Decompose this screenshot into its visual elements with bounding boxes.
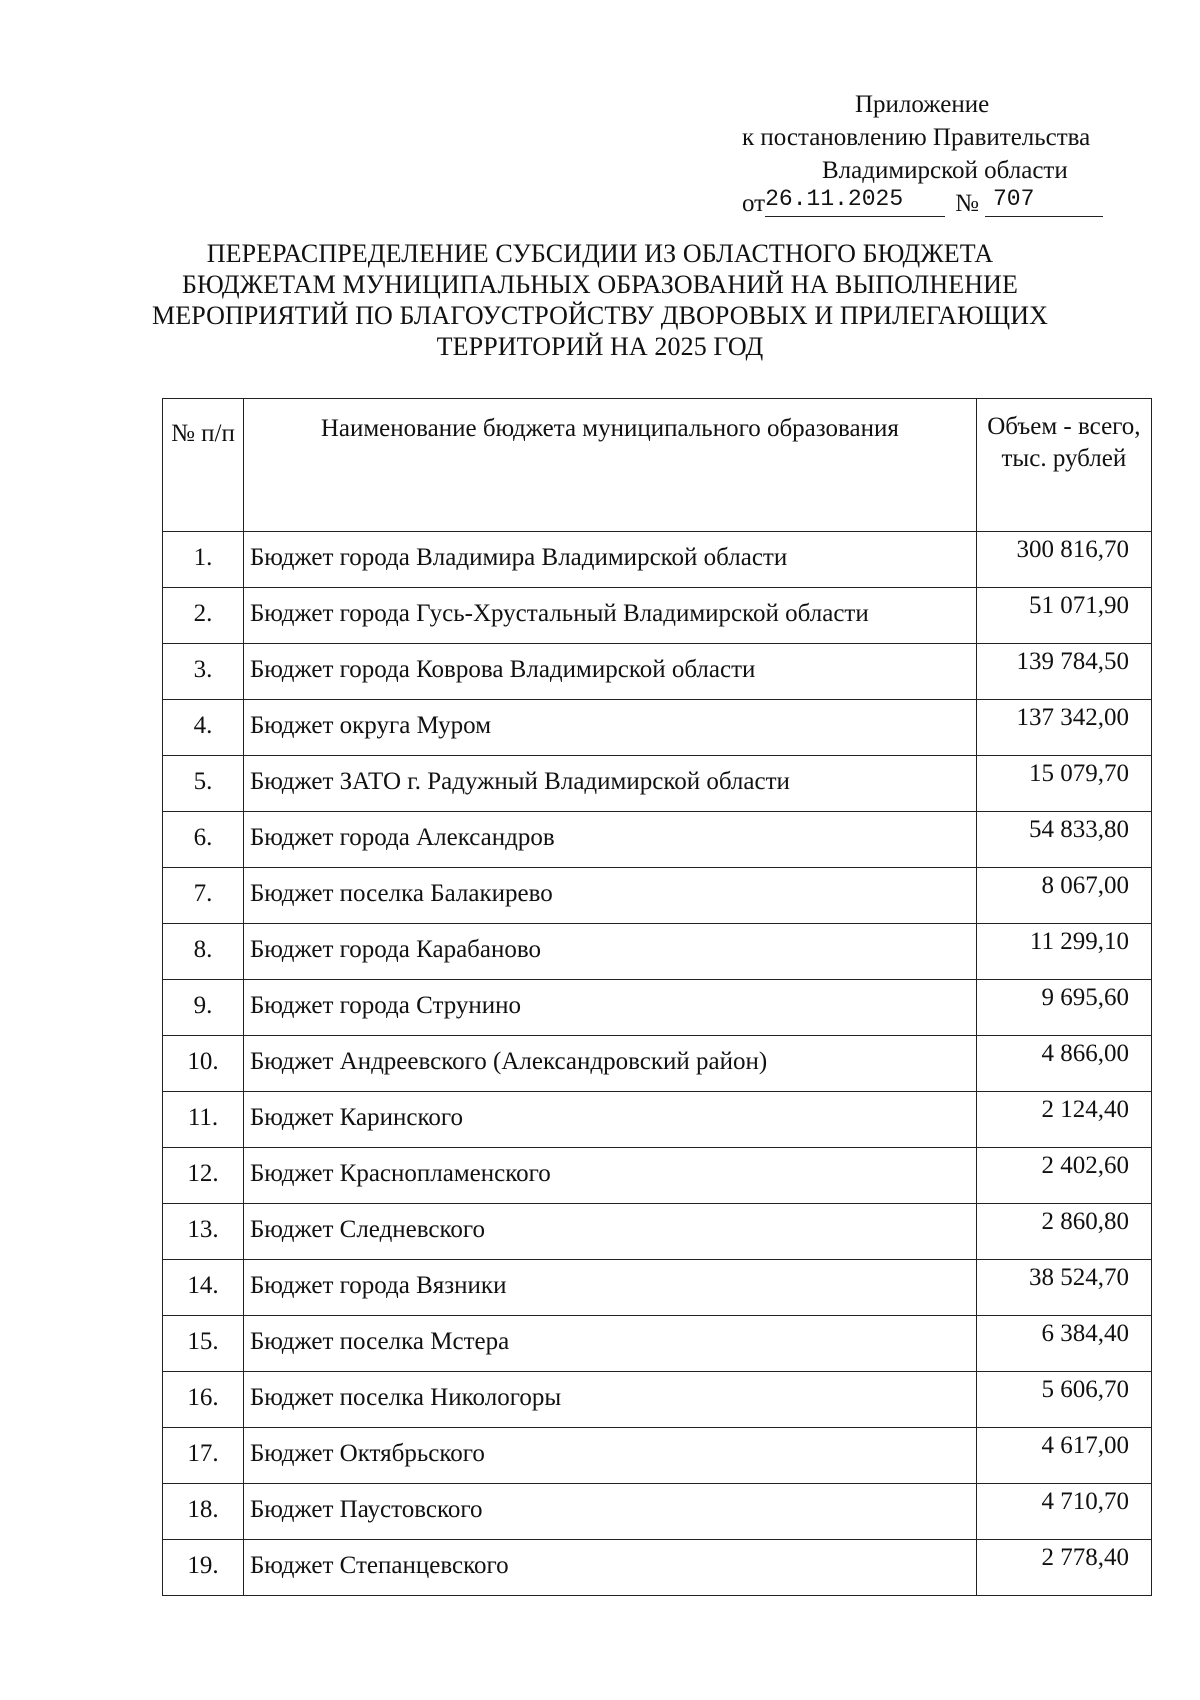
row-number: 2. — [163, 588, 244, 644]
volume-value: 2 402,60 — [976, 1148, 1151, 1204]
date-number-line — [730, 187, 1130, 223]
table-row — [163, 1428, 1152, 1484]
volume-value: 6 384,40 — [976, 1316, 1151, 1372]
budget-name: Бюджет города Струнино — [243, 980, 976, 1036]
volume-value: 38 524,70 — [976, 1260, 1151, 1316]
volume-value: 2 860,80 — [976, 1204, 1151, 1260]
budget-name: Бюджет Андреевского (Александровский район) — [243, 1036, 976, 1092]
budget-name: Бюджет Следневского — [243, 1204, 976, 1260]
volume-value: 4 617,00 — [976, 1428, 1151, 1484]
row-number: 1. — [163, 532, 244, 588]
number-sign: № — [955, 190, 979, 217]
volume-value: 11 299,10 — [976, 924, 1151, 980]
table-row — [163, 1540, 1152, 1596]
volume-value: 300 816,70 — [976, 532, 1151, 588]
volume-value: 4 710,70 — [976, 1484, 1151, 1540]
table-row — [163, 868, 1152, 924]
table-row — [163, 1260, 1152, 1316]
subsidy-table — [162, 398, 1152, 1596]
budget-name: Бюджет поселка Балакирево — [243, 868, 976, 924]
volume-value: 8 067,00 — [976, 868, 1151, 924]
appendix-label: Приложение — [855, 91, 990, 118]
row-number: 8. — [163, 924, 244, 980]
budget-name: Бюджет города Александров — [243, 812, 976, 868]
resolution-reference: к постановлению Правительства — [742, 124, 1091, 151]
budget-name: Бюджет поселка Никологоры — [243, 1372, 976, 1428]
row-number: 5. — [163, 756, 244, 812]
volume-value: 139 784,50 — [976, 644, 1151, 700]
table-row — [163, 756, 1152, 812]
row-number: 11. — [163, 1092, 244, 1148]
budget-name: Бюджет Краснопламенского — [243, 1148, 976, 1204]
budget-name: Бюджет города Карабаново — [243, 924, 976, 980]
row-number: 7. — [163, 868, 244, 924]
budget-name: Бюджет Каринского — [243, 1092, 976, 1148]
table-header-row — [163, 399, 1152, 532]
column-header-name: Наименование бюджета муниципального образования — [243, 399, 976, 532]
table-row — [163, 1372, 1152, 1428]
budget-name: Бюджет города Владимира Владимирской области — [243, 532, 976, 588]
column-header-number: № п/п — [163, 399, 244, 532]
document-title: ПЕРЕРАСПРЕДЕЛЕНИЕ СУБСИДИИ ИЗ ОБЛАСТНОГО БЮДЖЕТА БЮДЖЕТАМ МУНИЦИПАЛЬНЫХ ОБРАЗОВАНИЙ НА ВЫПОЛНЕНИЕ МЕРОПРИЯТИЙ ПО БЛАГОУСТРОЙСТВУ ДВОРОВЫХ И ПРИЛЕГАЮЩИХ ТЕРРИТОРИЙ НА 2025 ГОД — [152, 239, 1048, 361]
table-body — [163, 532, 1152, 1596]
row-number: 6. — [163, 812, 244, 868]
resolution-number: 707 — [985, 183, 1103, 217]
table-row — [163, 980, 1152, 1036]
volume-value: 4 866,00 — [976, 1036, 1151, 1092]
budget-name: Бюджет округа Муром — [243, 700, 976, 756]
volume-value: 51 071,90 — [976, 588, 1151, 644]
from-label: от — [742, 190, 766, 217]
budget-name: Бюджет ЗАТО г. Радужный Владимирской области — [243, 756, 976, 812]
row-number: 3. — [163, 644, 244, 700]
budget-name: Бюджет города Коврова Владимирской области — [243, 644, 976, 700]
volume-value: 5 606,70 — [976, 1372, 1151, 1428]
budget-name: Бюджет Паустовского — [243, 1484, 976, 1540]
budget-name: Бюджет поселка Мстера — [243, 1316, 976, 1372]
table-row — [163, 700, 1152, 756]
row-number: 9. — [163, 980, 244, 1036]
budget-name: Бюджет Степанцевского — [243, 1540, 976, 1596]
column-header-volume: Объем - всего, тыс. рублей — [976, 399, 1151, 532]
row-number: 10. — [163, 1036, 244, 1092]
row-number: 13. — [163, 1204, 244, 1260]
volume-value: 54 833,80 — [976, 812, 1151, 868]
table-row — [163, 812, 1152, 868]
volume-value: 9 695,60 — [976, 980, 1151, 1036]
row-number: 15. — [163, 1316, 244, 1372]
table-row — [163, 588, 1152, 644]
row-number: 4. — [163, 700, 244, 756]
table-row — [163, 1036, 1152, 1092]
budget-name: Бюджет города Гусь-Хрустальный Владимирской области — [243, 588, 976, 644]
region-name: Владимирской области — [822, 157, 1068, 184]
budget-name: Бюджет Октябрьского — [243, 1428, 976, 1484]
volume-value: 15 079,70 — [976, 756, 1151, 812]
table-row — [163, 532, 1152, 588]
row-number: 16. — [163, 1372, 244, 1428]
row-number: 17. — [163, 1428, 244, 1484]
row-number: 19. — [163, 1540, 244, 1596]
table-row — [163, 1204, 1152, 1260]
resolution-date: 26.11.2025 — [765, 183, 945, 217]
volume-value: 137 342,00 — [976, 700, 1151, 756]
budget-name: Бюджет города Вязники — [243, 1260, 976, 1316]
appendix-header — [730, 88, 1130, 223]
row-number: 18. — [163, 1484, 244, 1540]
table-row — [163, 1148, 1152, 1204]
table-row — [163, 1484, 1152, 1540]
volume-value: 2 124,40 — [976, 1092, 1151, 1148]
table-row — [163, 1092, 1152, 1148]
row-number: 14. — [163, 1260, 244, 1316]
table-row — [163, 644, 1152, 700]
row-number: 12. — [163, 1148, 244, 1204]
table-row — [163, 1316, 1152, 1372]
table-row — [163, 924, 1152, 980]
volume-value: 2 778,40 — [976, 1540, 1151, 1596]
